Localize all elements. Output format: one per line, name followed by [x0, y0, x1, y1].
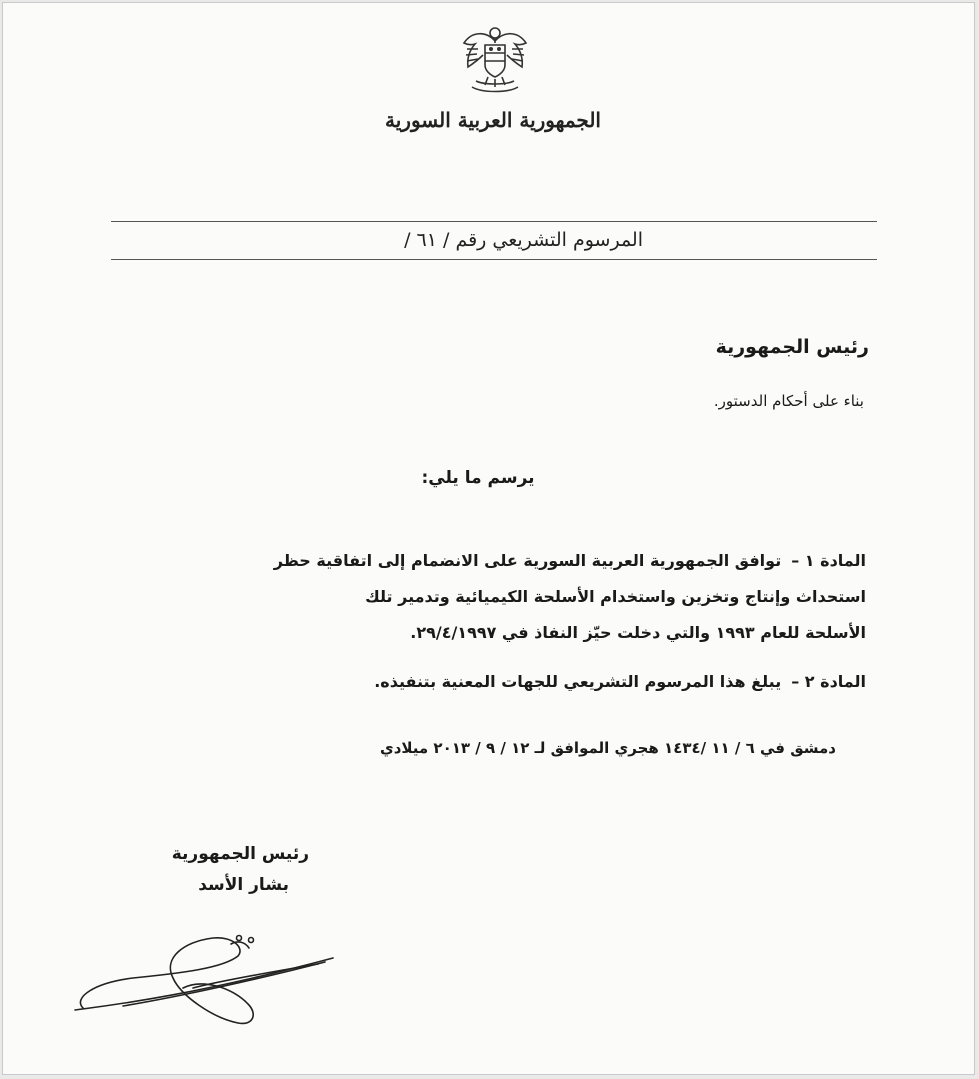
article-1-line-1	[186, 543, 866, 579]
decree-number: المرسوم التشريعي رقم / ٦١ /	[404, 229, 643, 251]
handwritten-signature-icon	[63, 918, 343, 1038]
article-1-line-2: استحداث وإنتاج وتخزين واستخدام الأسلحة الكيميائية وتدمير تلك	[365, 587, 866, 606]
decrees-heading: يرسم ما يلي:	[421, 468, 535, 488]
article-2	[186, 672, 866, 691]
republic-name: الجمهورية العربية السورية	[385, 108, 601, 132]
article-1-text-1: توافق الجمهورية العربية السورية على الانضمام إلى اتفاقية حظر	[273, 551, 782, 570]
article-1-line-3: الأسلحة للعام ١٩٩٣ والتي دخلت حيّز النفاذ في ٢٩/٤/١٩٩٧.	[410, 623, 866, 642]
constitution-preamble: بناء على أحكام الدستور.	[713, 392, 864, 410]
top-divider	[111, 221, 877, 222]
article-1	[186, 543, 866, 651]
president-heading: رئيس الجمهورية	[715, 336, 869, 358]
syrian-eagle-emblem-icon	[458, 23, 532, 95]
article-1-label: المادة ١ –	[791, 551, 866, 570]
decree-document	[2, 2, 975, 1075]
signatory-name: بشار الأسد	[198, 875, 289, 895]
dateline: دمشق في ٦ / ١١ /١٤٣٤ هجري الموافق لـ ١٢ / ٩ / ٢٠١٣ ميلادي	[379, 739, 836, 757]
article-2-text: يبلغ هذا المرسوم التشريعي للجهات المعنية بتنفيذه.	[374, 672, 782, 691]
bottom-divider	[111, 259, 877, 260]
article-2-label: المادة ٢ –	[791, 672, 866, 691]
signatory-title: رئيس الجمهورية	[171, 844, 309, 864]
